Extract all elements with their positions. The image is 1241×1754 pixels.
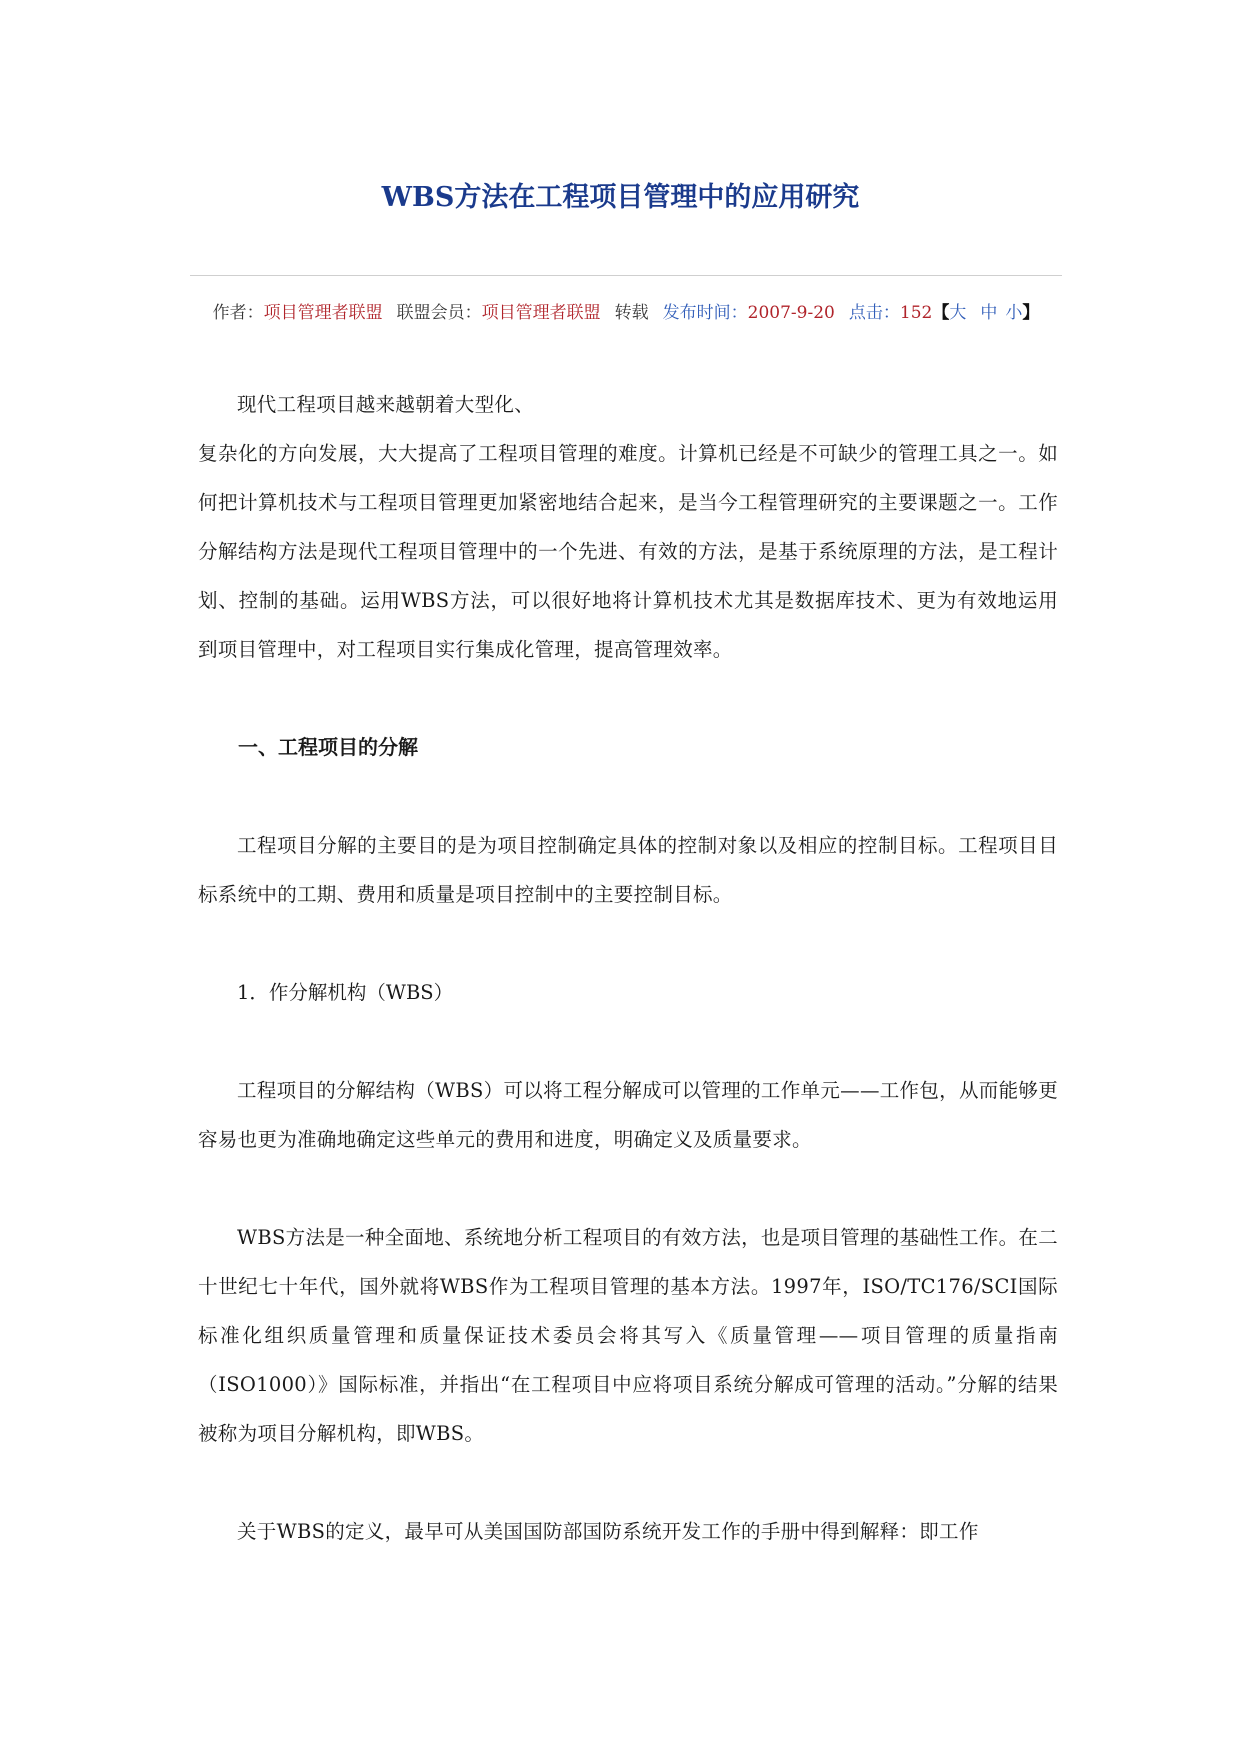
wbs-paragraph-3: 关于WBS的定义，最早可从美国国防部国防系统开发工作的手册中得到解释：即工作 (237, 1520, 979, 1543)
font-size-large-link[interactable]: 大 (949, 303, 967, 323)
section1-paragraph: 工程项目分解的主要目的是为项目控制确定具体的控制对象以及相应的控制目标。工程项目目标系统中的工期、费用和质量是项目控制中的主要控制目标。 (198, 834, 1058, 906)
font-size-small-link[interactable]: 小 (1005, 303, 1023, 323)
section-heading-decomposition: 一、工程项目的分解 (238, 735, 418, 759)
wbs-paragraph-2: WBS方法是一种全面地、系统地分析工程项目的有效方法，也是项目管理的基础性工作。在二十世纪七十年代，国外就将WBS作为工程项目管理的基本方法。1997年，ISO/TC176/SCI国际标准化组织质量管理和质量保证技术委员会将其写入《质量管理——项目管理的质量指南（ISO1000）》国际标准，并指出“在工程项目中应将项目系统分解成可管理的活动。”分解的结果被称为项目分解机构，即WBS。 (198, 1226, 1058, 1445)
title-divider (190, 275, 1062, 276)
clicks-label: 点击： (848, 303, 900, 323)
member-link[interactable]: 项目管理者联盟 (481, 303, 601, 323)
member-label: 联盟会员： (396, 303, 482, 323)
size-bracket-close: 】 (1022, 303, 1040, 323)
intro-paragraph: 复杂化的方向发展，大大提高了工程项目管理的难度。计算机已经是不可缺少的管理工具之一。如何把计算机技术与工程项目管理更加紧密地结合起来，是当今工程管理研究的主要课题之一。工作分解结构方法是现代工程项目管理中的一个先进、有效的方法，是基于系统原理的方法，是工程计划、控制的基础。运用WBS方法，可以很好地将计算机技术尤其是数据库技术、更为有效地运用到项目管理中，对工程项目实行集成化管理，提高管理效率。 (198, 442, 1058, 661)
article-body (198, 380, 1058, 1556)
subsection-heading-wbs: 1．作分解机构（WBS） (237, 981, 454, 1004)
size-bracket-open: 【 (932, 303, 950, 323)
intro-first-line: 现代工程项目越来越朝着大型化、 (237, 393, 535, 416)
author-label: 作者： (212, 303, 264, 323)
wbs-paragraph-1: 工程项目的分解结构（WBS）可以将工程分解成可以管理的工作单元——工作包，从而能够更容易也更为准确地确定这些单元的费用和进度，明确定义及质量要求。 (198, 1079, 1058, 1151)
date-label: 发布时间： (662, 303, 748, 323)
article-meta (190, 298, 1062, 329)
font-size-medium-link[interactable]: 中 (980, 303, 998, 323)
publish-date: 2007-9-20 (747, 303, 835, 323)
repost-label: 转载 (614, 303, 649, 323)
click-count: 152 (899, 303, 933, 323)
page-title: WBS方法在工程项目管理中的应用研究 (381, 182, 860, 213)
author-link[interactable]: 项目管理者联盟 (263, 303, 383, 323)
